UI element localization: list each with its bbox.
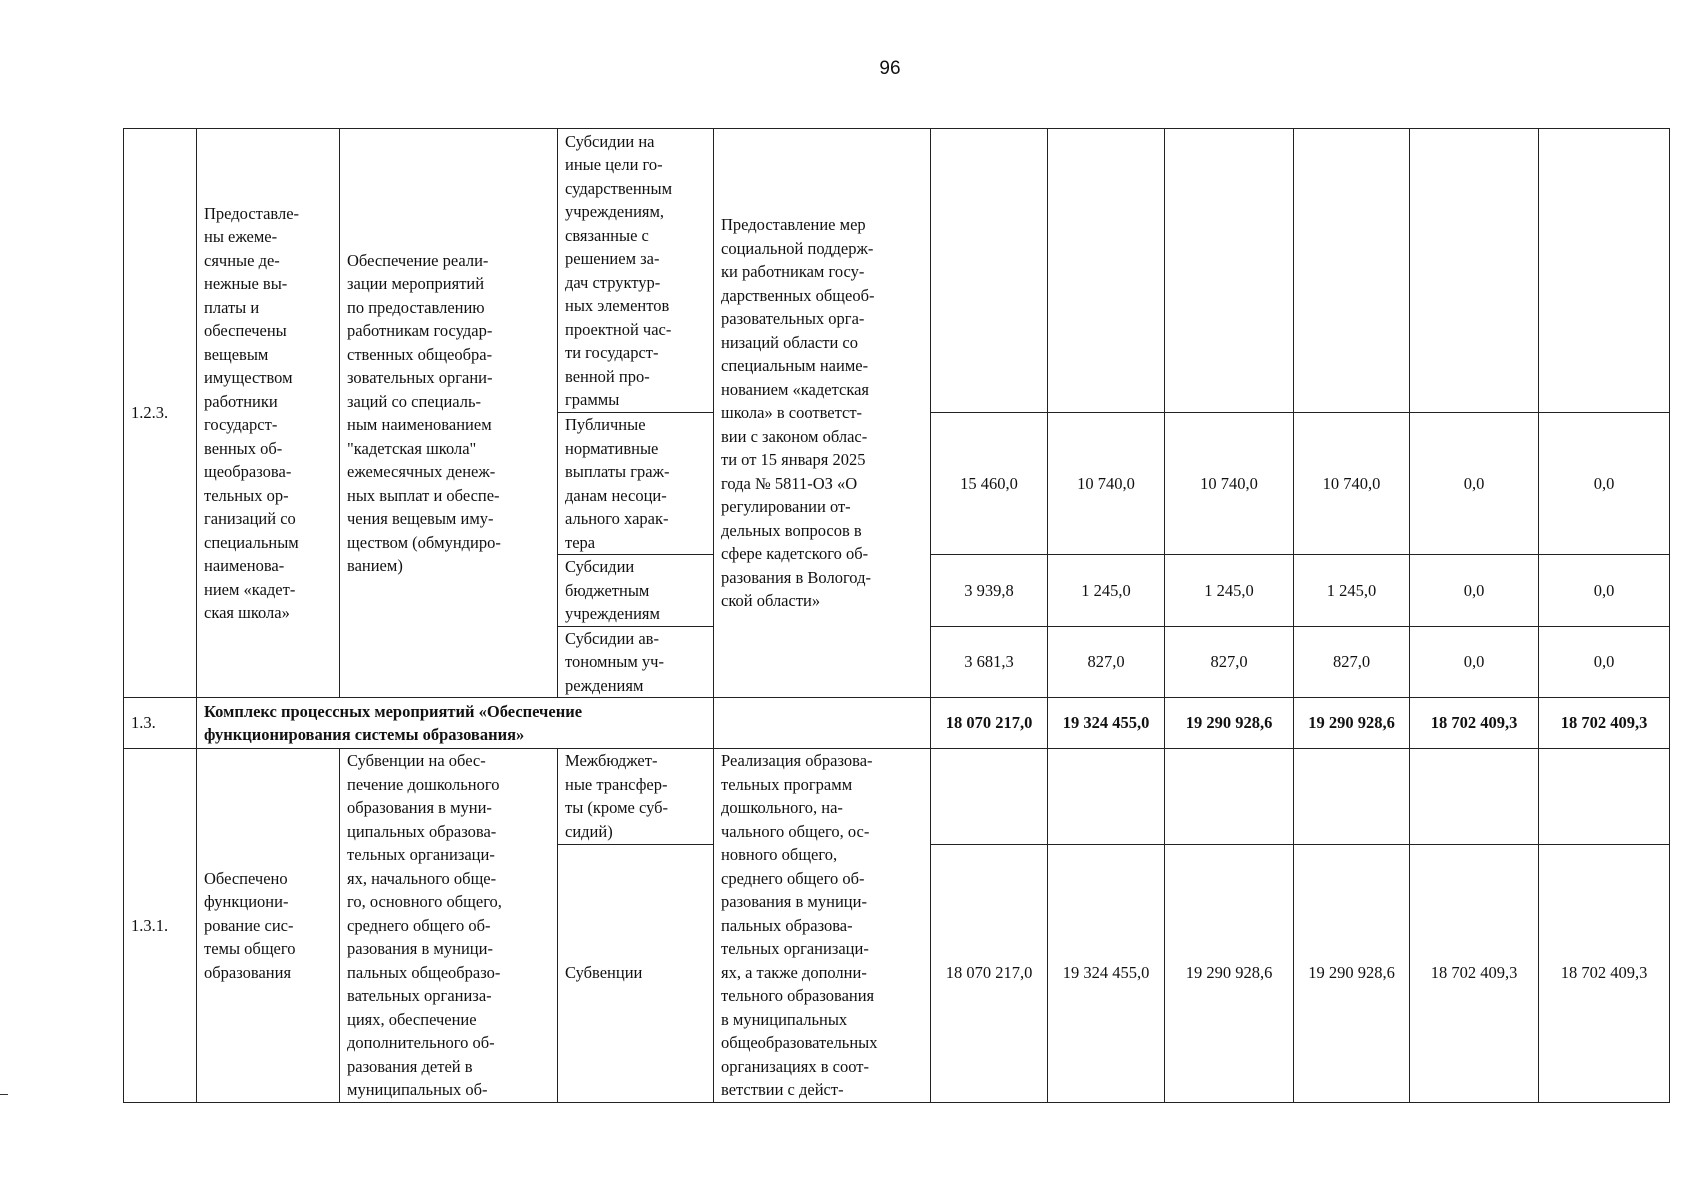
measure-cell <box>714 129 931 698</box>
text-line: общеобразовательных <box>721 1033 878 1052</box>
text-line: венной про- <box>565 366 650 386</box>
text-line: Субвенции на обес- <box>347 751 486 770</box>
text-line: пальных образова- <box>721 915 853 935</box>
value-cell: 0,0 <box>1539 626 1670 698</box>
text-line: тельных организаци- <box>347 845 495 864</box>
text-line: Предоставле- <box>204 203 300 223</box>
text-line: проектной час- <box>565 319 672 339</box>
text-line: ные трансфер- <box>565 774 668 794</box>
task-cell <box>340 129 558 698</box>
measure-cell <box>714 698 931 749</box>
text-line: функциони- <box>204 892 289 911</box>
value-cell: 0,0 <box>1410 555 1539 627</box>
text-line: ти государст- <box>565 343 659 362</box>
text-line: дач структур- <box>565 272 661 292</box>
text-line: ны ежеме- <box>204 227 278 246</box>
value-cell <box>1048 749 1165 845</box>
value-cell: 18 070 217,0 <box>931 844 1048 1102</box>
text-line: ципальных образова- <box>347 821 497 841</box>
text-line: ях, начального обще- <box>347 868 497 888</box>
row-number: 1.3.1. <box>124 749 197 1103</box>
text-line: рование сис- <box>204 915 294 935</box>
text-line: Реализация образова- <box>721 751 873 770</box>
text-line: Субсидии ав- <box>565 628 659 648</box>
text-line: разования в Вологод- <box>721 567 871 587</box>
text-line: разования в муници- <box>347 939 493 958</box>
text-line: государст- <box>204 415 278 434</box>
table-row <box>124 698 1670 749</box>
text-line: дарственных общеоб- <box>721 285 875 305</box>
category-cell <box>558 129 714 413</box>
text-line: печение дошкольного <box>347 774 500 794</box>
text-line: образования в муни- <box>347 798 492 817</box>
text-line: выплаты граж- <box>565 462 670 481</box>
text-line: тера <box>565 532 596 552</box>
text-line: среднего общего об- <box>347 915 491 935</box>
value-cell: 10 740,0 <box>1294 413 1410 555</box>
text-line: Предоставление мер <box>721 215 866 235</box>
text-line: специальным наиме- <box>721 356 869 376</box>
value-cell: 10 740,0 <box>1048 413 1165 555</box>
category-cell <box>558 844 714 1102</box>
text-line: дополнительного об- <box>347 1033 495 1052</box>
text-line: Публичные <box>565 415 646 434</box>
text-line: иные цели го- <box>565 155 663 174</box>
value-cell <box>1410 129 1539 413</box>
text-line: среднего общего об- <box>721 868 865 888</box>
text-line: тельного образования <box>721 986 875 1005</box>
text-line: специальным <box>204 532 299 552</box>
text-line: по предоставлению <box>347 297 485 317</box>
text-line: тельных программ <box>721 774 853 794</box>
text-line: "кадетская школа" <box>347 438 477 458</box>
value-cell: 0,0 <box>1410 626 1539 698</box>
text-line: Субвенции <box>565 963 643 983</box>
value-cell: 827,0 <box>1165 626 1294 698</box>
text-line: граммы <box>565 390 620 409</box>
value-cell: 0,0 <box>1410 413 1539 555</box>
text-line: ты (кроме суб- <box>565 798 669 818</box>
text-line: нием «кадет- <box>204 579 296 599</box>
value-cell <box>1048 129 1165 413</box>
text-line: ственных общеобра- <box>347 344 493 364</box>
text-line: решением за- <box>565 249 660 268</box>
text-line: учреждениям <box>565 604 660 623</box>
category-cell <box>558 555 714 627</box>
value-cell: 1 245,0 <box>1294 555 1410 627</box>
category-cell <box>558 626 714 698</box>
value-cell: 10 740,0 <box>1165 413 1294 555</box>
text-line: ванием) <box>347 556 403 575</box>
text-line: обеспечены <box>204 321 287 340</box>
text-line: Обеспечено <box>204 868 288 888</box>
text-line: работникам государ- <box>347 321 493 340</box>
text-line: тельных организаци- <box>721 939 869 958</box>
text-line: разовательных орга- <box>721 309 865 329</box>
value-cell <box>1165 129 1294 413</box>
value-cell: 19 324 455,0 <box>1048 844 1165 1102</box>
text-line: сударственным <box>565 178 673 198</box>
margin-mark <box>0 1094 8 1095</box>
task-cell <box>340 749 558 1103</box>
value-cell <box>1539 749 1670 845</box>
text-line: связанные с <box>565 225 649 245</box>
text-line: циях, обеспечение <box>347 1009 477 1029</box>
text-line: дельных вопросов в <box>721 520 862 540</box>
category-cell <box>558 749 714 845</box>
value-cell: 0,0 <box>1539 555 1670 627</box>
text-line: социальной поддерж- <box>721 238 874 258</box>
text-line: Субсидии на <box>565 131 655 151</box>
text-line: ежемесячных денеж- <box>347 462 496 481</box>
text-line: сфере кадетского об- <box>721 544 869 564</box>
value-cell: 19 290 928,6 <box>1294 698 1410 749</box>
text-line: Субсидии <box>565 557 635 576</box>
value-cell: 18 702 409,3 <box>1410 698 1539 749</box>
text-line: в муниципальных <box>721 1009 848 1029</box>
value-cell: 19 290 928,6 <box>1165 844 1294 1102</box>
text-line: тономным уч- <box>565 652 664 671</box>
text-line: щеобразова- <box>204 462 292 481</box>
text-line: чения вещевым иму- <box>347 509 494 528</box>
value-cell <box>931 749 1048 845</box>
text-line: пальных общеобразо- <box>347 962 501 982</box>
text-line: образования <box>204 962 292 982</box>
value-cell <box>1410 749 1539 845</box>
text-line: темы общего <box>204 939 296 958</box>
text-line: организациях в соот- <box>721 1056 869 1076</box>
measure-cell <box>714 749 931 1103</box>
value-cell <box>1294 129 1410 413</box>
table-row <box>124 129 1670 413</box>
row-number: 1.2.3. <box>124 129 197 698</box>
text-line: низаций области со <box>721 332 858 352</box>
text-line: ального харак- <box>565 509 669 528</box>
text-line: разования в муници- <box>721 892 867 911</box>
value-cell: 18 702 409,3 <box>1539 698 1670 749</box>
text-line: ным наименованием <box>347 415 492 434</box>
value-cell: 18 702 409,3 <box>1410 844 1539 1102</box>
value-cell: 1 245,0 <box>1165 555 1294 627</box>
text-line: Комплекс процессных мероприятий «Обеспечение <box>204 701 583 721</box>
text-line: разования детей в <box>347 1056 473 1076</box>
value-cell <box>1539 129 1670 413</box>
text-line: платы и <box>204 297 260 317</box>
text-line: учреждениям, <box>565 202 665 221</box>
text-line: зовательных органи- <box>347 368 493 387</box>
text-line: наименова- <box>204 556 285 575</box>
text-line: ветствии с дейст- <box>721 1080 844 1099</box>
text-line: ти от 15 января 2025 <box>721 450 866 470</box>
text-line: реждениям <box>565 675 644 695</box>
value-cell: 0,0 <box>1539 413 1670 555</box>
text-line: нежные вы- <box>204 274 288 293</box>
text-line: имуществом <box>204 368 293 387</box>
value-cell: 19 290 928,6 <box>1294 844 1410 1102</box>
text-line: школа» в соответст- <box>721 403 863 423</box>
text-line: ществом (обмундиро- <box>347 532 501 552</box>
text-line: зации мероприятий <box>347 274 485 293</box>
text-line: вии с законом облас- <box>721 426 868 446</box>
text-line: ской области» <box>721 591 821 611</box>
text-line: ях, а также дополни- <box>721 962 867 982</box>
text-line: нормативные <box>565 438 659 458</box>
value-cell: 3 681,3 <box>931 626 1048 698</box>
result-cell <box>197 129 340 698</box>
page-number: 96 <box>879 58 901 79</box>
text-line: го, основного общего, <box>347 892 502 911</box>
text-line: функционирования системы образования» <box>204 725 525 744</box>
text-line: ская школа» <box>204 603 290 622</box>
text-line: заций со специаль- <box>347 391 482 411</box>
value-cell <box>931 129 1048 413</box>
value-cell: 827,0 <box>1294 626 1410 698</box>
value-cell: 1 245,0 <box>1048 555 1165 627</box>
text-line: чального общего, ос- <box>721 821 870 841</box>
text-line: муниципальных об- <box>347 1080 488 1099</box>
complex-title <box>197 698 714 749</box>
table-row <box>124 749 1670 845</box>
value-cell: 19 324 455,0 <box>1048 698 1165 749</box>
value-cell: 827,0 <box>1048 626 1165 698</box>
text-line: ки работникам госу- <box>721 262 865 282</box>
category-cell <box>558 413 714 555</box>
value-cell <box>1294 749 1410 845</box>
text-line: венных об- <box>204 438 283 458</box>
text-line: дошкольного, на- <box>721 798 843 817</box>
value-cell: 19 290 928,6 <box>1165 698 1294 749</box>
text-line: ных элементов <box>565 296 670 315</box>
value-cell: 15 460,0 <box>931 413 1048 555</box>
row-number: 1.3. <box>124 698 197 749</box>
text-line: новного общего, <box>721 845 838 864</box>
value-cell: 18 070 217,0 <box>931 698 1048 749</box>
text-line: регулировании от- <box>721 497 851 517</box>
text-line: бюджетным <box>565 580 650 600</box>
value-cell: 18 702 409,3 <box>1539 844 1670 1102</box>
result-cell <box>197 749 340 1103</box>
text-line: нованием «кадетская <box>721 379 870 399</box>
text-line: ных выплат и обеспе- <box>347 485 500 505</box>
text-line: ганизаций со <box>204 509 296 528</box>
text-line: вещевым <box>204 344 269 364</box>
value-cell <box>1165 749 1294 845</box>
text-line: года № 5811-ОЗ «О <box>721 473 858 493</box>
text-line: Обеспечение реали- <box>347 250 489 270</box>
value-cell: 3 939,8 <box>931 555 1048 627</box>
text-line: сячные де- <box>204 250 280 270</box>
text-line: тельных ор- <box>204 485 289 505</box>
text-line: данам несоци- <box>565 485 667 505</box>
text-line: Межбюджет- <box>565 751 658 771</box>
program-table <box>123 128 1670 1103</box>
text-line: работники <box>204 391 278 411</box>
text-line: сидий) <box>565 821 613 841</box>
text-line: вательных организа- <box>347 986 492 1005</box>
